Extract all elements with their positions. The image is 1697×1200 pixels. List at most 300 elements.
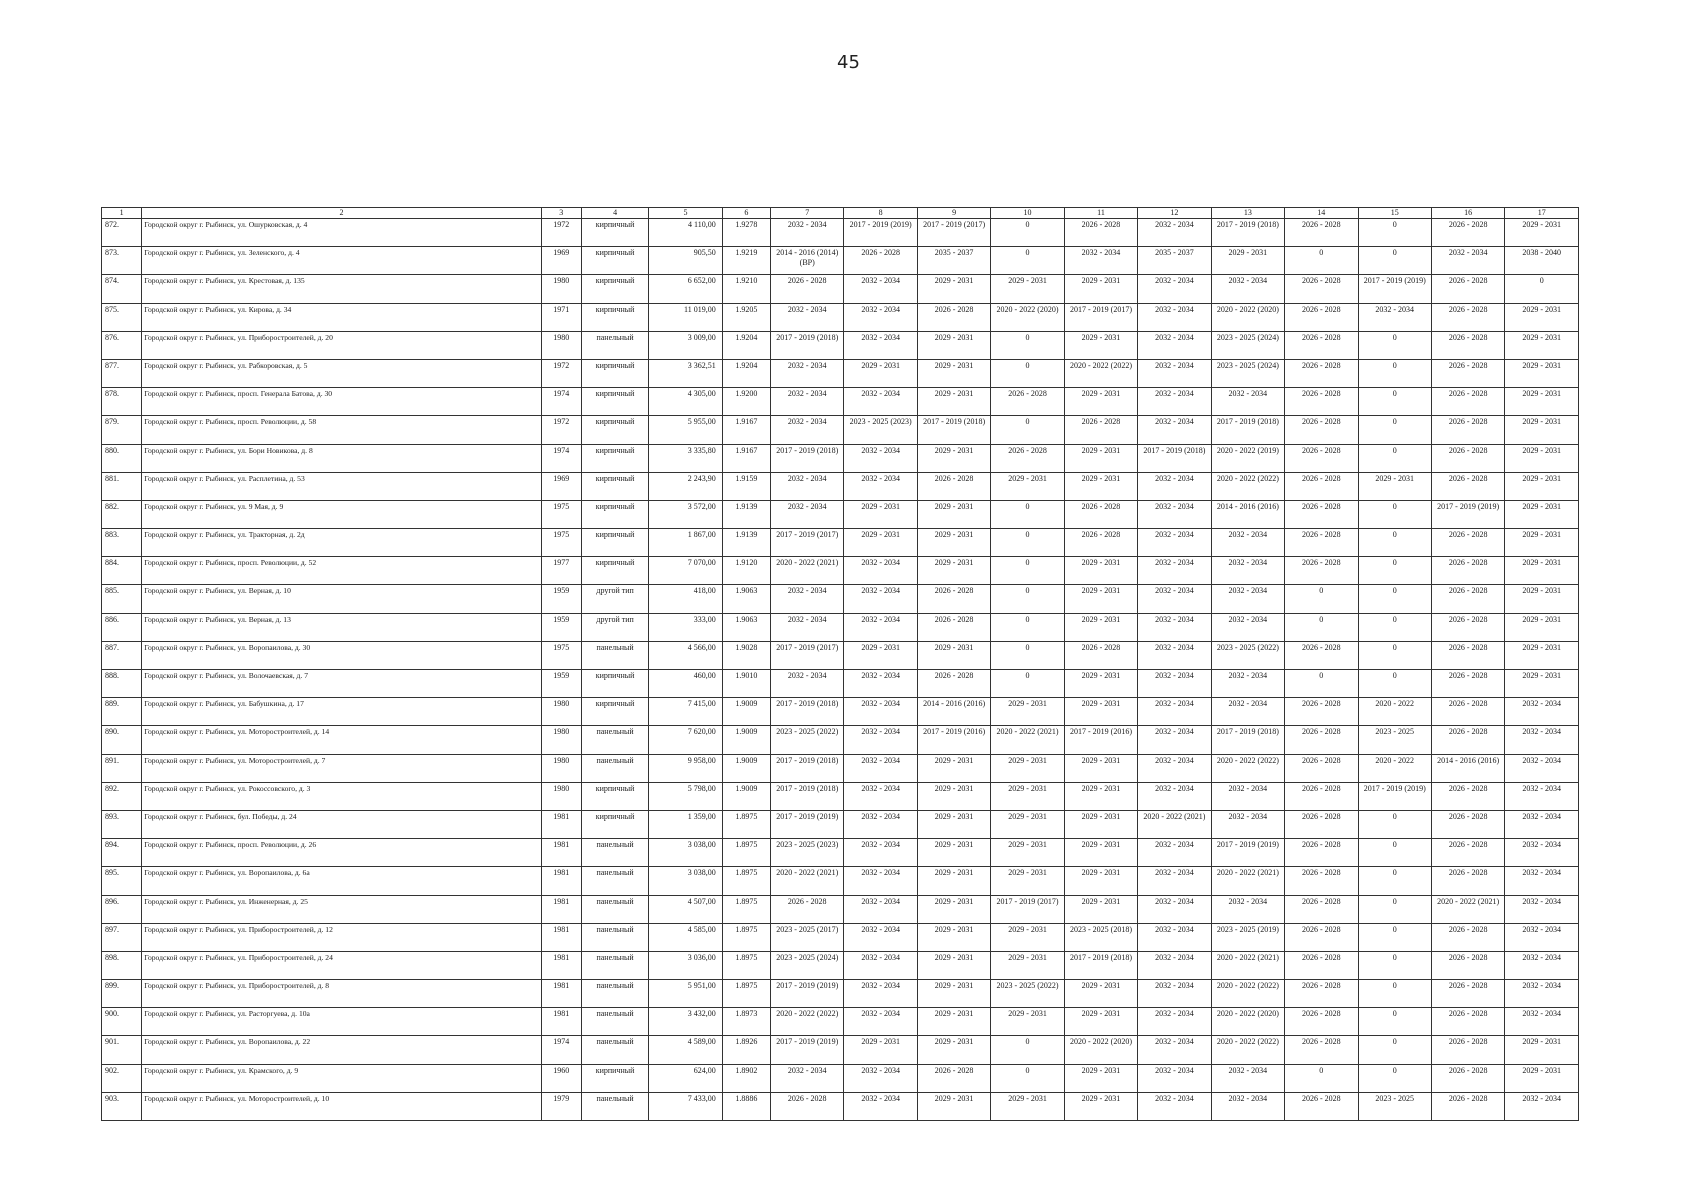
table-cell-col-13: 2032 - 2034 bbox=[1211, 782, 1284, 810]
table-cell-col-13: 2017 - 2019 (2018) bbox=[1211, 726, 1284, 754]
column-header-12: 12 bbox=[1138, 208, 1211, 219]
table-cell-col-3: 1975 bbox=[541, 529, 581, 557]
table-cell-col-1: 881. bbox=[102, 472, 142, 500]
table-cell-col-12: 2032 - 2034 bbox=[1138, 585, 1211, 613]
table-cell-col-6: 1.9167 bbox=[722, 416, 770, 444]
table-cell-col-5: 333,00 bbox=[649, 613, 722, 641]
table-cell-col-8: 2032 - 2034 bbox=[844, 867, 917, 895]
table-cell-col-5: 5 955,00 bbox=[649, 416, 722, 444]
table-cell-col-1: 894. bbox=[102, 839, 142, 867]
table-cell-col-3: 1981 bbox=[541, 839, 581, 867]
table-cell-col-12: 2032 - 2034 bbox=[1138, 275, 1211, 303]
table-cell-col-10: 0 bbox=[991, 247, 1064, 275]
table-cell-col-6: 1.9167 bbox=[722, 444, 770, 472]
table-cell-col-5: 2 243,90 bbox=[649, 472, 722, 500]
table-cell-col-17: 2029 - 2031 bbox=[1505, 613, 1579, 641]
table-cell-col-7: 2026 - 2028 bbox=[771, 275, 844, 303]
table-cell-col-2: Городской округ г. Рыбинск, просп. Революции, д. 52 bbox=[142, 557, 541, 585]
table-cell-col-17: 2029 - 2031 bbox=[1505, 641, 1579, 669]
table-cell-col-4: кирпичный bbox=[581, 1064, 648, 1092]
table-cell-col-7: 2020 - 2022 (2021) bbox=[771, 557, 844, 585]
table-cell-col-11: 2029 - 2031 bbox=[1064, 754, 1137, 782]
table-cell-col-3: 1974 bbox=[541, 1036, 581, 1064]
table-row bbox=[102, 500, 1579, 528]
table-cell-col-8: 2029 - 2031 bbox=[844, 529, 917, 557]
table-cell-col-7: 2017 - 2019 (2018) bbox=[771, 698, 844, 726]
table-cell-col-15: 0 bbox=[1358, 331, 1431, 359]
table-cell-col-11: 2026 - 2028 bbox=[1064, 641, 1137, 669]
table-cell-col-6: 1.9200 bbox=[722, 388, 770, 416]
table-cell-col-6: 1.8975 bbox=[722, 923, 770, 951]
table-cell-col-3: 1972 bbox=[541, 219, 581, 247]
table-cell-col-9: 2026 - 2028 bbox=[917, 613, 990, 641]
table-cell-col-8: 2032 - 2034 bbox=[844, 782, 917, 810]
table-cell-col-13: 2032 - 2034 bbox=[1211, 388, 1284, 416]
table-row bbox=[102, 388, 1579, 416]
table-cell-col-16: 2032 - 2034 bbox=[1431, 247, 1504, 275]
table-cell-col-14: 2026 - 2028 bbox=[1285, 839, 1358, 867]
table-cell-col-3: 1981 bbox=[541, 1008, 581, 1036]
table-cell-col-14: 2026 - 2028 bbox=[1285, 641, 1358, 669]
table-cell-col-4: панельный bbox=[581, 641, 648, 669]
table-cell-col-10: 0 bbox=[991, 613, 1064, 641]
column-header-5: 5 bbox=[649, 208, 722, 219]
table-cell-col-1: 886. bbox=[102, 613, 142, 641]
table-cell-col-13: 2032 - 2034 bbox=[1211, 698, 1284, 726]
table-row bbox=[102, 331, 1579, 359]
table-cell-col-15: 0 bbox=[1358, 1064, 1431, 1092]
table-cell-col-16: 2026 - 2028 bbox=[1431, 1064, 1504, 1092]
table-cell-col-10: 2029 - 2031 bbox=[991, 1008, 1064, 1036]
table-cell-col-5: 4 585,00 bbox=[649, 923, 722, 951]
table-cell-col-1: 876. bbox=[102, 331, 142, 359]
table-cell-col-8: 2032 - 2034 bbox=[844, 923, 917, 951]
table-cell-col-11: 2029 - 2031 bbox=[1064, 388, 1137, 416]
table-cell-col-8: 2029 - 2031 bbox=[844, 1036, 917, 1064]
table-cell-col-9: 2029 - 2031 bbox=[917, 557, 990, 585]
column-header-10: 10 bbox=[991, 208, 1064, 219]
table-cell-col-10: 2026 - 2028 bbox=[991, 444, 1064, 472]
table-cell-col-5: 7 070,00 bbox=[649, 557, 722, 585]
table-cell-col-1: 879. bbox=[102, 416, 142, 444]
table-cell-col-2: Городской округ г. Рыбинск, бул. Победы, д. 24 bbox=[142, 810, 541, 838]
table-cell-col-16: 2026 - 2028 bbox=[1431, 416, 1504, 444]
table-cell-col-15: 2017 - 2019 (2019) bbox=[1358, 782, 1431, 810]
table-cell-col-9: 2026 - 2028 bbox=[917, 585, 990, 613]
table-cell-col-8: 2032 - 2034 bbox=[844, 331, 917, 359]
table-row bbox=[102, 641, 1579, 669]
table-cell-col-15: 0 bbox=[1358, 359, 1431, 387]
table-cell-col-14: 2026 - 2028 bbox=[1285, 219, 1358, 247]
table-cell-col-9: 2026 - 2028 bbox=[917, 472, 990, 500]
table-cell-col-1: 883. bbox=[102, 529, 142, 557]
table-cell-col-15: 0 bbox=[1358, 923, 1431, 951]
table-cell-col-1: 885. bbox=[102, 585, 142, 613]
table-cell-col-8: 2026 - 2028 bbox=[844, 247, 917, 275]
table-cell-col-9: 2029 - 2031 bbox=[917, 1008, 990, 1036]
column-header-13: 13 bbox=[1211, 208, 1284, 219]
table-cell-col-12: 2032 - 2034 bbox=[1138, 500, 1211, 528]
table-cell-col-14: 2026 - 2028 bbox=[1285, 275, 1358, 303]
table-cell-col-2: Городской округ г. Рыбинск, ул. Кирова, д. 34 bbox=[142, 303, 541, 331]
table-cell-col-15: 2023 - 2025 bbox=[1358, 726, 1431, 754]
table-cell-col-11: 2017 - 2019 (2017) bbox=[1064, 303, 1137, 331]
table-cell-col-10: 2017 - 2019 (2017) bbox=[991, 895, 1064, 923]
table-cell-col-15: 0 bbox=[1358, 585, 1431, 613]
table-cell-col-10: 2029 - 2031 bbox=[991, 867, 1064, 895]
table-cell-col-6: 1.8975 bbox=[722, 810, 770, 838]
table-cell-col-2: Городской округ г. Рыбинск, ул. Приборостроителей, д. 12 bbox=[142, 923, 541, 951]
table-cell-col-8: 2032 - 2034 bbox=[844, 810, 917, 838]
table-cell-col-10: 0 bbox=[991, 219, 1064, 247]
table-cell-col-9: 2017 - 2019 (2017) bbox=[917, 219, 990, 247]
table-cell-col-3: 1981 bbox=[541, 895, 581, 923]
table-cell-col-5: 9 958,00 bbox=[649, 754, 722, 782]
table-cell-col-16: 2026 - 2028 bbox=[1431, 275, 1504, 303]
table-cell-col-3: 1960 bbox=[541, 1064, 581, 1092]
table-cell-col-12: 2032 - 2034 bbox=[1138, 867, 1211, 895]
table-cell-col-1: 902. bbox=[102, 1064, 142, 1092]
table-cell-col-7: 2032 - 2034 bbox=[771, 303, 844, 331]
table-cell-col-9: 2029 - 2031 bbox=[917, 867, 990, 895]
table-cell-col-16: 2026 - 2028 bbox=[1431, 1092, 1504, 1120]
table-cell-col-12: 2032 - 2034 bbox=[1138, 839, 1211, 867]
table-cell-col-8: 2032 - 2034 bbox=[844, 951, 917, 979]
table-cell-col-8: 2032 - 2034 bbox=[844, 839, 917, 867]
table-cell-col-7: 2032 - 2034 bbox=[771, 585, 844, 613]
table-cell-col-7: 2020 - 2022 (2022) bbox=[771, 1008, 844, 1036]
table-cell-col-8: 2029 - 2031 bbox=[844, 359, 917, 387]
table-cell-col-9: 2029 - 2031 bbox=[917, 359, 990, 387]
table-cell-col-2: Городской округ г. Рыбинск, ул. Расторгуева, д. 10а bbox=[142, 1008, 541, 1036]
table-cell-col-7: 2032 - 2034 bbox=[771, 219, 844, 247]
table-cell-col-8: 2032 - 2034 bbox=[844, 557, 917, 585]
table-cell-col-13: 2032 - 2034 bbox=[1211, 1064, 1284, 1092]
table-cell-col-11: 2017 - 2019 (2018) bbox=[1064, 951, 1137, 979]
table-cell-col-5: 3 036,00 bbox=[649, 951, 722, 979]
table-cell-col-4: панельный bbox=[581, 1036, 648, 1064]
table-cell-col-16: 2026 - 2028 bbox=[1431, 557, 1504, 585]
table-cell-col-13: 2023 - 2025 (2019) bbox=[1211, 923, 1284, 951]
table-cell-col-17: 2029 - 2031 bbox=[1505, 359, 1579, 387]
table-cell-col-4: кирпичный bbox=[581, 529, 648, 557]
table-cell-col-8: 2032 - 2034 bbox=[844, 1092, 917, 1120]
table-cell-col-10: 2029 - 2031 bbox=[991, 810, 1064, 838]
table-cell-col-9: 2014 - 2016 (2016) bbox=[917, 698, 990, 726]
table-cell-col-11: 2029 - 2031 bbox=[1064, 444, 1137, 472]
table-row bbox=[102, 472, 1579, 500]
table-cell-col-9: 2029 - 2031 bbox=[917, 754, 990, 782]
table-cell-col-12: 2032 - 2034 bbox=[1138, 782, 1211, 810]
table-cell-col-13: 2020 - 2022 (2022) bbox=[1211, 1036, 1284, 1064]
table-cell-col-6: 1.8975 bbox=[722, 980, 770, 1008]
table-cell-col-7: 2017 - 2019 (2018) bbox=[771, 444, 844, 472]
table-cell-col-6: 1.8902 bbox=[722, 1064, 770, 1092]
table-cell-col-14: 2026 - 2028 bbox=[1285, 444, 1358, 472]
table-cell-col-7: 2032 - 2034 bbox=[771, 388, 844, 416]
table-cell-col-4: кирпичный bbox=[581, 698, 648, 726]
table-cell-col-15: 0 bbox=[1358, 247, 1431, 275]
table-cell-col-3: 1969 bbox=[541, 247, 581, 275]
table-cell-col-2: Городской округ г. Рыбинск, ул. Приборостроителей, д. 8 bbox=[142, 980, 541, 1008]
table-cell-col-15: 0 bbox=[1358, 444, 1431, 472]
table-cell-col-12: 2032 - 2034 bbox=[1138, 1064, 1211, 1092]
table-cell-col-12: 2032 - 2034 bbox=[1138, 670, 1211, 698]
table-cell-col-3: 1979 bbox=[541, 1092, 581, 1120]
table-cell-col-3: 1975 bbox=[541, 500, 581, 528]
table-cell-col-15: 0 bbox=[1358, 810, 1431, 838]
table-cell-col-17: 2032 - 2034 bbox=[1505, 1008, 1579, 1036]
page-number: 45 bbox=[837, 52, 860, 73]
table-cell-col-4: другой тип bbox=[581, 585, 648, 613]
table-cell-col-5: 4 305,00 bbox=[649, 388, 722, 416]
table-cell-col-1: 877. bbox=[102, 359, 142, 387]
table-cell-col-11: 2029 - 2031 bbox=[1064, 613, 1137, 641]
table-cell-col-12: 2032 - 2034 bbox=[1138, 529, 1211, 557]
table-cell-col-8: 2032 - 2034 bbox=[844, 444, 917, 472]
table-cell-col-9: 2029 - 2031 bbox=[917, 331, 990, 359]
table-cell-col-6: 1.9139 bbox=[722, 500, 770, 528]
table-cell-col-8: 2032 - 2034 bbox=[844, 726, 917, 754]
table-cell-col-14: 2026 - 2028 bbox=[1285, 810, 1358, 838]
table-row bbox=[102, 275, 1579, 303]
table-cell-col-17: 2032 - 2034 bbox=[1505, 782, 1579, 810]
table-cell-col-5: 3 362,51 bbox=[649, 359, 722, 387]
table-cell-col-10: 2029 - 2031 bbox=[991, 275, 1064, 303]
table-cell-col-10: 2029 - 2031 bbox=[991, 754, 1064, 782]
table-cell-col-5: 905,50 bbox=[649, 247, 722, 275]
table-cell-col-17: 2029 - 2031 bbox=[1505, 303, 1579, 331]
table-cell-col-5: 1 359,00 bbox=[649, 810, 722, 838]
column-header-6: 6 bbox=[722, 208, 770, 219]
table-cell-col-16: 2026 - 2028 bbox=[1431, 782, 1504, 810]
table-cell-col-3: 1980 bbox=[541, 275, 581, 303]
table-cell-col-12: 2032 - 2034 bbox=[1138, 472, 1211, 500]
table-cell-col-11: 2029 - 2031 bbox=[1064, 670, 1137, 698]
table-cell-col-8: 2032 - 2034 bbox=[844, 895, 917, 923]
table-cell-col-13: 2032 - 2034 bbox=[1211, 529, 1284, 557]
table-cell-col-7: 2032 - 2034 bbox=[771, 472, 844, 500]
table-cell-col-8: 2032 - 2034 bbox=[844, 472, 917, 500]
column-header-4: 4 bbox=[581, 208, 648, 219]
table-cell-col-14: 2026 - 2028 bbox=[1285, 416, 1358, 444]
table-cell-col-3: 1969 bbox=[541, 472, 581, 500]
table-cell-col-8: 2032 - 2034 bbox=[844, 1064, 917, 1092]
table-cell-col-13: 2014 - 2016 (2016) bbox=[1211, 500, 1284, 528]
table-cell-col-2: Городской округ г. Рыбинск, ул. Тракторная, д. 2д bbox=[142, 529, 541, 557]
table-cell-col-11: 2029 - 2031 bbox=[1064, 472, 1137, 500]
table-cell-col-17: 2032 - 2034 bbox=[1505, 1092, 1579, 1120]
table-cell-col-8: 2032 - 2034 bbox=[844, 754, 917, 782]
table-cell-col-8: 2032 - 2034 bbox=[844, 303, 917, 331]
table-cell-col-12: 2032 - 2034 bbox=[1138, 726, 1211, 754]
table-cell-col-13: 2032 - 2034 bbox=[1211, 895, 1284, 923]
table-cell-col-14: 2026 - 2028 bbox=[1285, 500, 1358, 528]
table-cell-col-15: 0 bbox=[1358, 951, 1431, 979]
table-cell-col-9: 2029 - 2031 bbox=[917, 951, 990, 979]
table-cell-col-14: 2026 - 2028 bbox=[1285, 895, 1358, 923]
table-cell-col-2: Городской округ г. Рыбинск, ул. Рокоссовского, д. 3 bbox=[142, 782, 541, 810]
table-cell-col-11: 2029 - 2031 bbox=[1064, 1064, 1137, 1092]
table-cell-col-10: 2020 - 2022 (2020) bbox=[991, 303, 1064, 331]
table-cell-col-5: 3 572,00 bbox=[649, 500, 722, 528]
table-cell-col-6: 1.8975 bbox=[722, 895, 770, 923]
table-cell-col-17: 0 bbox=[1505, 275, 1579, 303]
table-cell-col-14: 2026 - 2028 bbox=[1285, 980, 1358, 1008]
table-cell-col-6: 1.9278 bbox=[722, 219, 770, 247]
table-cell-col-7: 2017 - 2019 (2019) bbox=[771, 810, 844, 838]
table-cell-col-17: 2038 - 2040 bbox=[1505, 247, 1579, 275]
table-cell-col-16: 2014 - 2016 (2016) bbox=[1431, 754, 1504, 782]
table-cell-col-6: 1.9219 bbox=[722, 247, 770, 275]
table-cell-col-4: панельный bbox=[581, 331, 648, 359]
column-header-8: 8 bbox=[844, 208, 917, 219]
table-cell-col-14: 0 bbox=[1285, 613, 1358, 641]
table-cell-col-6: 1.9028 bbox=[722, 641, 770, 669]
table-cell-col-7: 2017 - 2019 (2017) bbox=[771, 529, 844, 557]
table-cell-col-16: 2026 - 2028 bbox=[1431, 867, 1504, 895]
table-cell-col-11: 2029 - 2031 bbox=[1064, 585, 1137, 613]
table-cell-col-13: 2017 - 2019 (2019) bbox=[1211, 839, 1284, 867]
table-cell-col-4: панельный bbox=[581, 1008, 648, 1036]
table-cell-col-12: 2032 - 2034 bbox=[1138, 951, 1211, 979]
table-cell-col-5: 3 038,00 bbox=[649, 839, 722, 867]
table-cell-col-11: 2029 - 2031 bbox=[1064, 782, 1137, 810]
table-cell-col-13: 2032 - 2034 bbox=[1211, 585, 1284, 613]
table-cell-col-14: 2026 - 2028 bbox=[1285, 726, 1358, 754]
table-cell-col-15: 0 bbox=[1358, 388, 1431, 416]
table-cell-col-4: кирпичный bbox=[581, 359, 648, 387]
table-cell-col-1: 898. bbox=[102, 951, 142, 979]
table-row bbox=[102, 585, 1579, 613]
table-cell-col-3: 1959 bbox=[541, 670, 581, 698]
table-cell-col-4: панельный bbox=[581, 895, 648, 923]
table-cell-col-2: Городской округ г. Рыбинск, ул. Воропаилова, д. 30 bbox=[142, 641, 541, 669]
table-cell-col-2: Городской округ г. Рыбинск, просп. Генерала Батова, д. 30 bbox=[142, 388, 541, 416]
table-cell-col-13: 2032 - 2034 bbox=[1211, 557, 1284, 585]
table-cell-col-4: кирпичный bbox=[581, 557, 648, 585]
table-cell-col-4: кирпичный bbox=[581, 472, 648, 500]
table-cell-col-14: 2026 - 2028 bbox=[1285, 951, 1358, 979]
table-cell-col-6: 1.8975 bbox=[722, 839, 770, 867]
table-cell-col-17: 2032 - 2034 bbox=[1505, 754, 1579, 782]
table-cell-col-5: 11 019,00 bbox=[649, 303, 722, 331]
table-cell-col-6: 1.8886 bbox=[722, 1092, 770, 1120]
table-cell-col-11: 2026 - 2028 bbox=[1064, 529, 1137, 557]
table-cell-col-12: 2032 - 2034 bbox=[1138, 303, 1211, 331]
table-cell-col-1: 893. bbox=[102, 810, 142, 838]
table-cell-col-5: 1 867,00 bbox=[649, 529, 722, 557]
table-cell-col-7: 2032 - 2034 bbox=[771, 1064, 844, 1092]
table-cell-col-7: 2017 - 2019 (2018) bbox=[771, 754, 844, 782]
table-cell-col-9: 2029 - 2031 bbox=[917, 1036, 990, 1064]
table-row bbox=[102, 529, 1579, 557]
table-cell-col-16: 2026 - 2028 bbox=[1431, 698, 1504, 726]
table-cell-col-10: 0 bbox=[991, 529, 1064, 557]
table-cell-col-17: 2032 - 2034 bbox=[1505, 923, 1579, 951]
table-cell-col-7: 2026 - 2028 bbox=[771, 1092, 844, 1120]
table-cell-col-16: 2026 - 2028 bbox=[1431, 388, 1504, 416]
table-cell-col-17: 2032 - 2034 bbox=[1505, 726, 1579, 754]
table-cell-col-3: 1981 bbox=[541, 810, 581, 838]
table-cell-col-16: 2026 - 2028 bbox=[1431, 472, 1504, 500]
table-cell-col-2: Городской округ г. Рыбинск, ул. Бори Новикова, д. 8 bbox=[142, 444, 541, 472]
table-cell-col-11: 2020 - 2022 (2020) bbox=[1064, 1036, 1137, 1064]
table-cell-col-15: 0 bbox=[1358, 867, 1431, 895]
table-cell-col-5: 3 038,00 bbox=[649, 867, 722, 895]
table-cell-col-17: 2029 - 2031 bbox=[1505, 1036, 1579, 1064]
table-row bbox=[102, 867, 1579, 895]
table-cell-col-6: 1.9009 bbox=[722, 698, 770, 726]
table-cell-col-13: 2020 - 2022 (2021) bbox=[1211, 867, 1284, 895]
table-cell-col-7: 2023 - 2025 (2024) bbox=[771, 951, 844, 979]
table-cell-col-2: Городской округ г. Рыбинск, просп. Революции, д. 26 bbox=[142, 839, 541, 867]
table-row bbox=[102, 980, 1579, 1008]
table-cell-col-14: 2026 - 2028 bbox=[1285, 754, 1358, 782]
table-cell-col-1: 900. bbox=[102, 1008, 142, 1036]
table-cell-col-8: 2029 - 2031 bbox=[844, 641, 917, 669]
table-cell-col-1: 882. bbox=[102, 500, 142, 528]
column-header-2: 2 bbox=[142, 208, 541, 219]
table-cell-col-14: 2026 - 2028 bbox=[1285, 388, 1358, 416]
table-cell-col-10: 0 bbox=[991, 500, 1064, 528]
table-cell-col-6: 1.9010 bbox=[722, 670, 770, 698]
table-cell-col-12: 2035 - 2037 bbox=[1138, 247, 1211, 275]
table-cell-col-16: 2026 - 2028 bbox=[1431, 810, 1504, 838]
table-cell-col-15: 2032 - 2034 bbox=[1358, 303, 1431, 331]
table-cell-col-1: 892. bbox=[102, 782, 142, 810]
table-cell-col-17: 2032 - 2034 bbox=[1505, 951, 1579, 979]
table-cell-col-9: 2029 - 2031 bbox=[917, 275, 990, 303]
table-cell-col-16: 2026 - 2028 bbox=[1431, 529, 1504, 557]
table-cell-col-9: 2017 - 2019 (2018) bbox=[917, 416, 990, 444]
column-header-1: 1 bbox=[102, 208, 142, 219]
table-cell-col-10: 0 bbox=[991, 1036, 1064, 1064]
table-cell-col-6: 1.9063 bbox=[722, 585, 770, 613]
table-cell-col-12: 2032 - 2034 bbox=[1138, 895, 1211, 923]
table-cell-col-10: 2029 - 2031 bbox=[991, 782, 1064, 810]
table-cell-col-17: 2029 - 2031 bbox=[1505, 416, 1579, 444]
table-cell-col-2: Городской округ г. Рыбинск, ул. Крамского, д. 9 bbox=[142, 1064, 541, 1092]
table-cell-col-4: панельный bbox=[581, 951, 648, 979]
table-cell-col-8: 2029 - 2031 bbox=[844, 500, 917, 528]
table-cell-col-6: 1.9120 bbox=[722, 557, 770, 585]
table-cell-col-16: 2026 - 2028 bbox=[1431, 219, 1504, 247]
table-cell-col-13: 2032 - 2034 bbox=[1211, 1092, 1284, 1120]
table-cell-col-8: 2032 - 2034 bbox=[844, 698, 917, 726]
table-cell-col-16: 2026 - 2028 bbox=[1431, 303, 1504, 331]
table-cell-col-12: 2032 - 2034 bbox=[1138, 359, 1211, 387]
table-cell-col-9: 2029 - 2031 bbox=[917, 839, 990, 867]
table-cell-col-6: 1.9009 bbox=[722, 754, 770, 782]
table-cell-col-16: 2026 - 2028 bbox=[1431, 331, 1504, 359]
table-cell-col-10: 0 bbox=[991, 557, 1064, 585]
table-cell-col-12: 2020 - 2022 (2021) bbox=[1138, 810, 1211, 838]
table-cell-col-5: 460,00 bbox=[649, 670, 722, 698]
table-cell-col-3: 1980 bbox=[541, 782, 581, 810]
table-cell-col-8: 2032 - 2034 bbox=[844, 980, 917, 1008]
table-cell-col-7: 2023 - 2025 (2022) bbox=[771, 726, 844, 754]
table-cell-col-17: 2032 - 2034 bbox=[1505, 980, 1579, 1008]
table-cell-col-9: 2026 - 2028 bbox=[917, 303, 990, 331]
table-cell-col-16: 2026 - 2028 bbox=[1431, 923, 1504, 951]
table-row bbox=[102, 670, 1579, 698]
table-cell-col-1: 874. bbox=[102, 275, 142, 303]
table-cell-col-11: 2029 - 2031 bbox=[1064, 867, 1137, 895]
table-cell-col-6: 1.9210 bbox=[722, 275, 770, 303]
table-cell-col-5: 7 620,00 bbox=[649, 726, 722, 754]
table-cell-col-13: 2023 - 2025 (2022) bbox=[1211, 641, 1284, 669]
